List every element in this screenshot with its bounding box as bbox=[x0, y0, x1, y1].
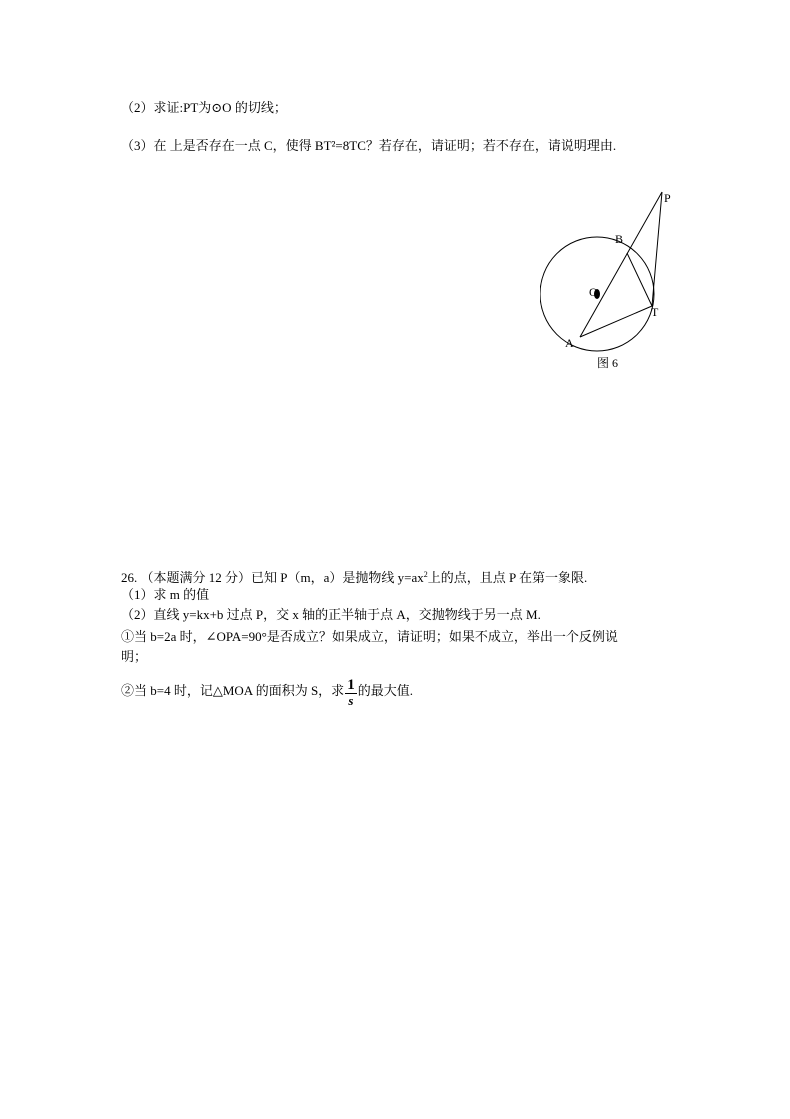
label-t: T bbox=[651, 305, 659, 319]
geometry-figure bbox=[540, 180, 690, 375]
label-o: O bbox=[589, 285, 598, 299]
q26-sub2-a: ②当 b=4 时，记△MOA 的面积为 S，求 bbox=[121, 683, 345, 698]
q26-part1: （1）求 m 的值 bbox=[121, 587, 210, 602]
q26-sub2 bbox=[121, 674, 413, 708]
segment-p-t bbox=[652, 192, 662, 306]
q25-part2: （2）求证:PT为⊙O 的切线； bbox=[121, 100, 287, 115]
label-p: P bbox=[664, 191, 671, 205]
label-a: A bbox=[565, 336, 574, 350]
fraction-numerator: 1 bbox=[347, 676, 355, 693]
q26-sub1-line2: 明； bbox=[121, 649, 148, 664]
figure-caption: 图 6 bbox=[597, 356, 619, 370]
q26-stem-b: 上的点，且点 P 在第一象限. bbox=[427, 570, 588, 585]
q26-sub2-b: 的最大值. bbox=[357, 683, 413, 698]
q26-stem-a: 26. （本题满分 12 分）已知 P（m，a）是抛物线 y=ax bbox=[121, 570, 424, 585]
q26-sub1-line1: ①当 b=2a 时，∠OPA=90°是否成立？如果成立，请证明；如果不成立，举出一个反例说 bbox=[121, 629, 618, 644]
segment-a-t bbox=[580, 306, 652, 337]
q25-part3: （3）在 上是否存在一点 C，使得 BT²=8TC？若存在，请证明；若不存在，请说明理由. bbox=[121, 138, 617, 153]
q26-stem bbox=[121, 566, 587, 587]
segment-b-t bbox=[627, 253, 652, 306]
q26-stem-sup: 2 bbox=[423, 570, 428, 579]
q26-part2: （2）直线 y=kx+b 过点 P，交 x 轴的正半轴于点 A，交抛物线于另一点 M. bbox=[121, 607, 541, 622]
fraction-1-over-s bbox=[345, 678, 357, 707]
label-b: B bbox=[615, 232, 624, 246]
fraction-denominator: s bbox=[348, 692, 354, 708]
